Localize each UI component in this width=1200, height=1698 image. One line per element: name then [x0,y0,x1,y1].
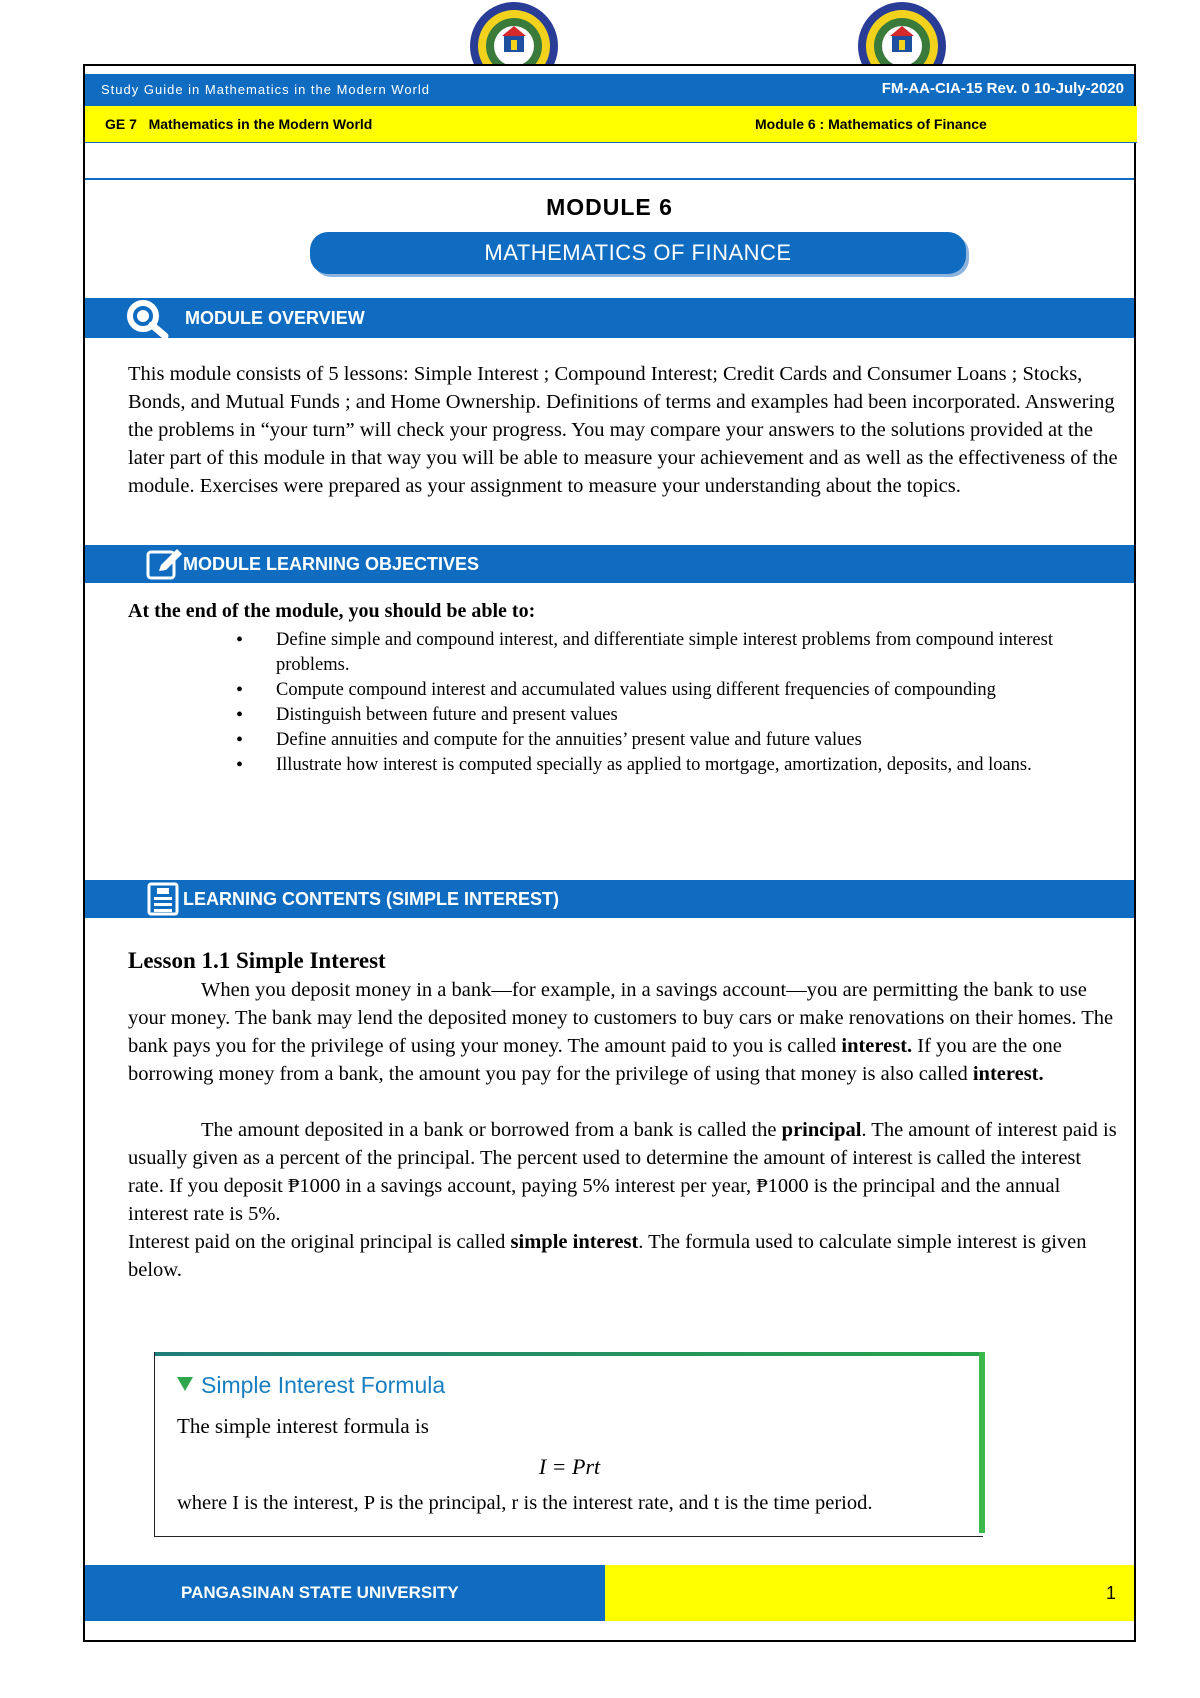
text-run: When you deposit money in a bank—for example, in a savings account—you are permitting the bank to use your money. The bank may lend the deposited money to customers to buy cars or make renovations on their homes. The bank pays you for the privilege of using your money. The amount paid to you is called [128,979,1114,1057]
text-run: Interest paid on the original principal is called [128,1231,511,1253]
form-code: FM-AA-CIA-15 Rev. 0 10-July-2020 [881,80,1124,97]
course-bar [85,106,1137,143]
text-run: If you are the one borrowing money from a bank, the amount you pay for the privilege of using that money is also called [128,1035,1062,1085]
section-header-overview [85,298,1134,338]
section-title: MODULE LEARNING OBJECTIVES [183,554,480,574]
list-item: • Define simple and compound interest, and differentiate simple interest problems from compound interest problems. [236,628,1096,678]
section-title: MODULE OVERVIEW [185,308,365,328]
formula-title-text: Simple Interest Formula [201,1372,446,1398]
module-reference: Module 6 : Mathematics of Finance [755,116,987,132]
university-seal-right-icon [856,0,948,66]
list-item: • Distinguish between future and present values [236,703,1096,728]
section-header-objectives [85,545,1134,583]
formula-title [177,1372,445,1399]
term-interest: interest. [972,1063,1044,1085]
paragraph [128,1116,1118,1228]
footer-university [85,1565,605,1621]
lesson-title: Lesson 1.1 Simple Interest [128,948,386,973]
list-item: • Define annuities and compute for the annuities’ present value and future values [236,728,1096,753]
paragraph [128,1228,1118,1284]
guide-title: Study Guide in Mathematics in the Modern World [101,82,431,97]
divider [85,178,1134,180]
formula-equation: I = Prt [538,1454,601,1479]
text-run: . The amount of interest paid is usually given as a percent of the principal. The percent used to determine the amount of interest is called the interest rate. If you deposit ₱1000 in a savings account, paying 5% interest per year, ₱1000 is the principal and the annual interest rate is 5%. [128,1119,1117,1225]
text-run: The amount deposited in a bank or borrowed from a bank is called the [201,1119,782,1141]
section-title: LEARNING CONTENTS (SIMPLE INTEREST) [183,889,560,909]
paragraph [128,976,1118,1088]
footer-page [605,1565,1134,1621]
text-run: . The formula used to calculate simple interest is given below. [128,1231,1087,1281]
university-name: PANGASINAN STATE UNIVERSITY [181,1583,459,1602]
term-principal: principal [781,1119,862,1141]
magnifier-icon [125,298,171,343]
objectives-list [236,628,1096,778]
university-seal-left-icon [468,0,560,66]
module-subject-banner: MATHEMATICS OF FINANCE [310,232,966,274]
module-title: MODULE 6 [546,194,673,220]
objectives-lead: At the end of the module, you should be able to: [128,600,536,622]
term-simple-interest: simple interest [510,1231,639,1253]
pencil-note-icon [145,547,183,586]
list-item: • Illustrate how interest is computed specially as applied to mortgage, amortization, deposits, and loans. [236,753,1096,778]
course-name: GE 7 Mathematics in the Modern World [105,116,373,132]
overview-paragraph: This module consists of 5 lessons: Simple Interest ; Compound Interest; Credit Cards and Consumer Loans ; Stocks, Bonds, and Mutual Funds ; and Home Ownership. Definitions of terms and examples had been incorporated. Answering the problems in “your turn” will check your progress. You may compare your answers to the solutions provided at the later part of this module in that way you will be able to measure your achievement and as well as the effectiveness of the module. Exercises were prepared as your assignment to measure your understanding about the topics. [128,363,1118,497]
formula-description: where I is the interest, P is the principal, r is the interest rate, and t is the time period. [177,1492,873,1514]
formula-intro: The simple interest formula is [177,1414,429,1438]
header-bar [85,74,1134,106]
term-interest: interest. [841,1035,913,1057]
page-number: 1 [1105,1583,1116,1603]
section-header-contents [85,880,1134,918]
lesson-body [128,976,1118,1284]
formula-box [154,1352,983,1537]
triangle-down-icon [177,1377,193,1391]
list-item: • Compute compound interest and accumulated values using different frequencies of compounding [236,678,1096,703]
document-icon [145,882,183,921]
